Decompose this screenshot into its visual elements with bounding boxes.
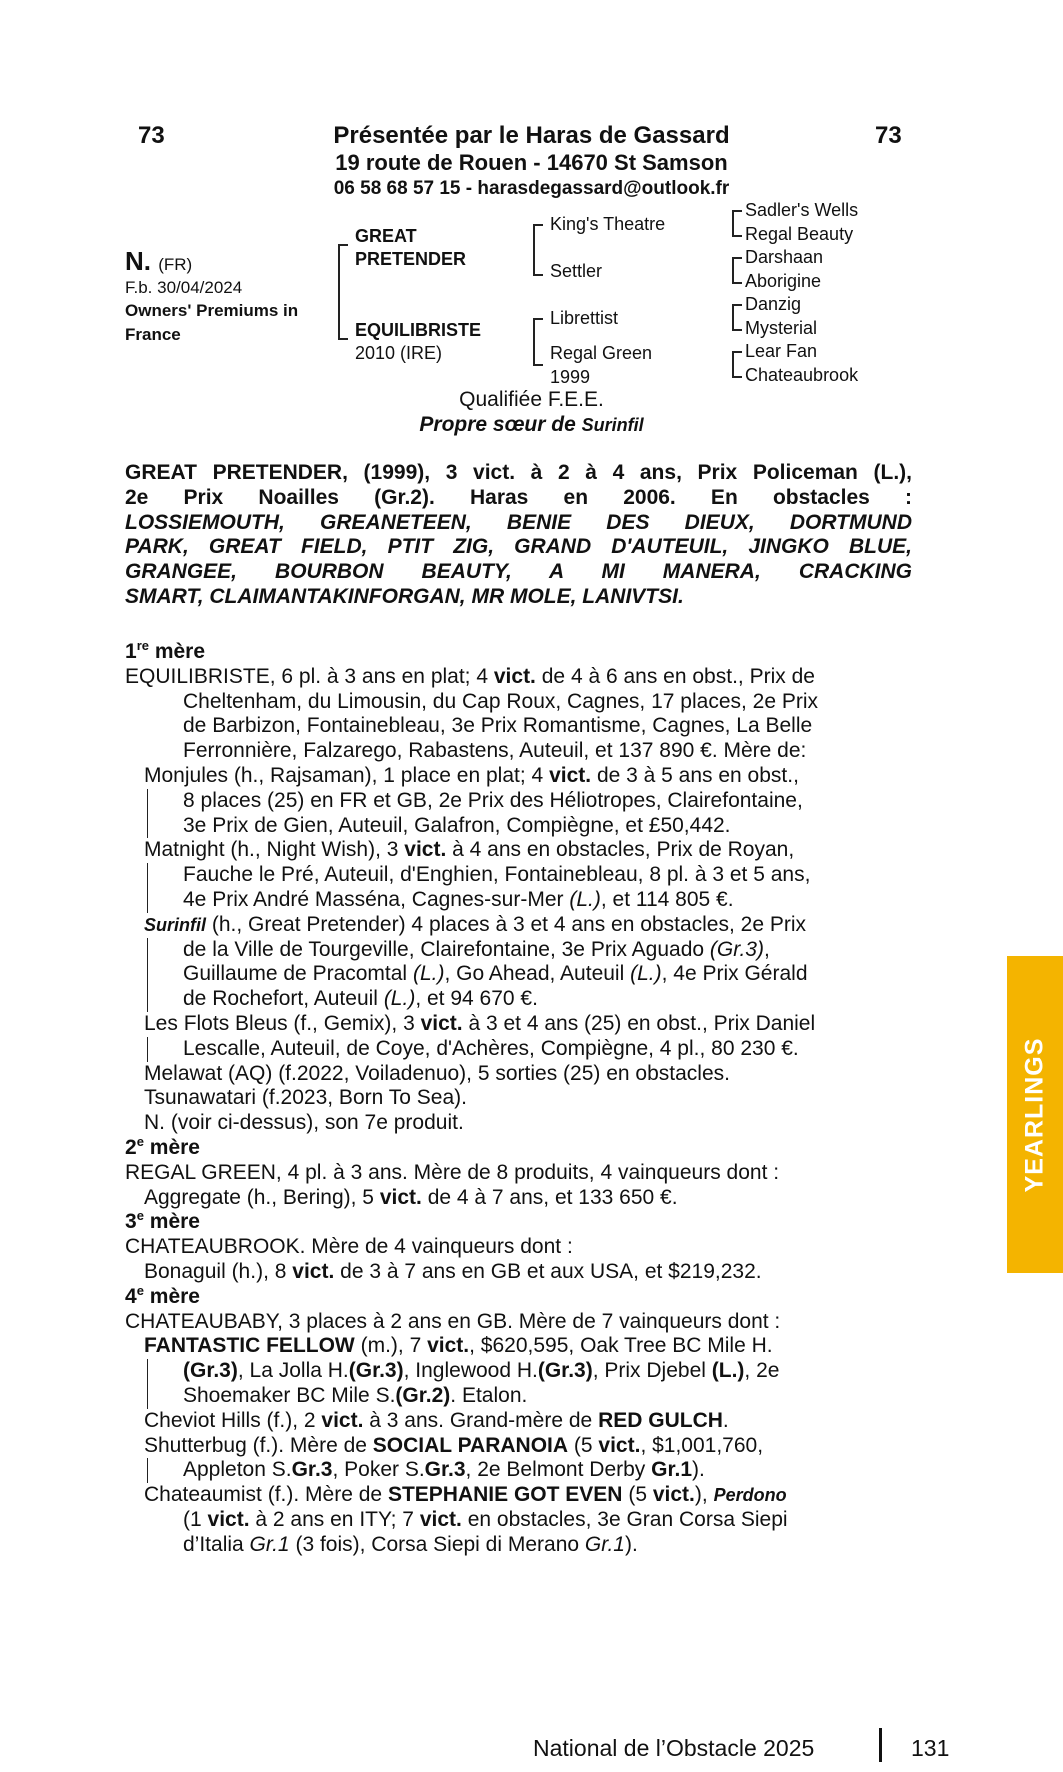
horse-name-text: N. (125, 246, 151, 276)
progeny-surinfil: Surinfil (h., Great Pretender) 4 places à 3 et 4 ans en obstacles, 2e Prix de la Ville de Tourgeville, Clairefontaine, 3e Prix Aguado (Gr.3), Guillaume de Pracomtal (L.), Go Ahead, Auteuil (L.), 4e Prix Gérald de Rochefort, Auteuil (L.), et 94 670 €. (144, 912, 808, 1011)
m1-line-2: Cheltenham, du Limousin, du Cap Roux, Cagnes, 17 places, 2e Prix (183, 689, 819, 713)
pedigree-dam-year: 2010 (IRE) (355, 343, 443, 363)
pedigree-bracket-dd (732, 351, 742, 378)
footer-divider (879, 1728, 882, 1762)
pedigree-sire-line2: PRETENDER (355, 249, 467, 269)
pedigree-sd: Settler (550, 261, 603, 281)
owners-premiums-line1: Owners' Premiums in (125, 301, 299, 320)
heading-4e-mere: 4e mère (125, 1282, 200, 1308)
heading-2e-mere: 2e mère (125, 1133, 200, 1159)
sire-line-6: SMART, CLAIMANTAKINFORGAN, MR MOLE, LANIVTSI. (125, 584, 684, 608)
progeny-matnight: Matnight (h., Night Wish), 3 vict. à 4 ans en obstacles, Prix de Royan, Fauche le Pré, Auteuil, d'Enghien, Fontainebleau, 8 pl. à 3 et 5 ans, 4e Prix André Masséna, Cagnes-sur-Mer (L.), et 114 805 €. (144, 838, 811, 911)
progeny-les-flots-bleus: Les Flots Bleus (f., Gemix), 3 vict. à 3 et 4 ans (25) en obst., Prix Daniel Lescalle, Auteuil, de Coye, d'Achères, Compiègne, 4 pl., 80 230 €. (144, 1011, 816, 1060)
pedigree-bracket-ss (732, 210, 742, 237)
sister-note-name: Surinfil (581, 415, 644, 435)
sire-line-1: GREAT PRETENDER, (1999), 3 vict. à 2 à 4 ans, Prix Policeman (L.), (125, 461, 912, 484)
progeny-aggregate: Aggregate (h., Bering), 5 vict. de 4 à 7 ans, et 133 650 €. (144, 1185, 678, 1209)
m1-dam-block (125, 690, 915, 764)
pedigree-ssd: Regal Beauty (745, 224, 854, 244)
page-number: 131 (911, 1735, 950, 1761)
footer-title: National de l’Obstacle 2025 (533, 1735, 815, 1761)
heading-1re-mere: 1re mère (125, 638, 206, 663)
pedigree-sire-line1: GREAT (355, 226, 417, 246)
family-section (125, 640, 915, 1557)
continuation-bar (147, 1037, 153, 1062)
pedigree-ddd: Chateaubrook (745, 365, 859, 385)
continuation-bar (147, 1359, 153, 1409)
continuation-bar (147, 789, 153, 839)
yearlings-tab-label: YEARLINGS (1020, 1037, 1049, 1192)
pedigree-ds: Librettist (550, 308, 619, 328)
continuation-bar (147, 938, 153, 1012)
progeny-bonaguil: Bonaguil (h.), 8 vict. de 3 à 7 ans en GB et aux USA, et $219,232. (144, 1259, 762, 1283)
progeny-monjules: Monjules (h., Rajsaman), 1 place en plat; 4 vict. de 3 à 5 ans en obst., 8 places (25) en FR et GB, 2e Prix des Héliotropes, Clairefontaine, 3e Prix de Gien, Auteuil, Galafron, Compiègne, et £50,442. (144, 763, 803, 837)
continuation-bar (147, 863, 153, 913)
pedigree-dam: EQUILIBRISTE (355, 320, 482, 340)
m1-line-4: Ferronnière, Falzarego, Rabastens, Auteuil, et 137 890 €. Mère de: (183, 739, 807, 763)
sire-paragraph (125, 461, 912, 610)
sire-line-4: PARK, GREAT FIELD, PTIT ZIG, GRAND D'AUTEUIL, JINGKO BLUE, (125, 535, 912, 559)
m1-line-1: EQUILIBRISTE, 6 pl. à 3 ans en plat; 4 vict. de 4 à 6 ans en obst., Prix de (125, 664, 815, 688)
m4-line-1: CHATEAUBABY, 3 places à 2 ans en GB. Mère de 7 vainqueurs dont : (125, 1309, 781, 1333)
progeny-chateaumist: Chateaumist (f.). Mère de STEPHANIE GOT EVEN (5 vict.), Perdono (1 vict. à 2 ans en ITY; 7 vict. en obstacles, 3e Gran Corsa Siepi d’Italia Gr.1 (3 fois), Corsa Siepi di Merano Gr.1). (144, 1483, 788, 1556)
pedigree-bracket-gen1 (338, 244, 348, 340)
pedigree-bracket-dam (533, 318, 543, 366)
pedigree-dss: Danzig (745, 294, 802, 314)
pedigree-sds: Darshaan (745, 247, 824, 267)
pedigree-sss: Sadler's Wells (745, 200, 859, 220)
sister-note (0, 413, 1063, 437)
pedigree-bracket-sd (732, 257, 742, 284)
sire-line-3: LOSSIEMOUTH, GREANETEEN, BENIE DES DIEUX, DORTMUND (125, 510, 912, 534)
pedigree-dds: Lear Fan (745, 341, 818, 361)
m2-line-1: REGAL GREEN, 4 pl. à 3 ans. Mère de 8 produits, 4 vainqueurs dont : (125, 1160, 780, 1184)
horse-name (125, 246, 192, 277)
lot-number-right: 73 (875, 122, 902, 149)
progeny-tsunawatari: Tsunawatari (f.2023, Born To Sea). (144, 1086, 467, 1110)
presenter-title: Présentée par le Haras de Gassard (333, 122, 730, 149)
sister-note-text: Propre sœur de (419, 413, 576, 436)
heading-3e-mere: 3e mère (125, 1208, 200, 1234)
presenter-contact: 06 58 68 57 15 - harasdegassard@outlook.fr (333, 178, 730, 199)
pedigree-dd-year: 1999 (550, 367, 591, 387)
pedigree-sdd: Aborigine (745, 271, 822, 291)
pedigree-bracket-ds (732, 304, 742, 331)
progeny-fantastic-fellow: FANTASTIC FELLOW (m.), 7 vict., $620,595, Oak Tree BC Mile H. (Gr.3), La Jolla H.(Gr.3), Inglewood H.(Gr.3), Prix Djebel (L.), 2e Shoemaker BC Mile S.(Gr.2). Etalon. (144, 1334, 780, 1407)
pedigree-dd: Regal Green (550, 343, 653, 363)
pedigree-bracket-sire (533, 224, 543, 276)
lot-number-left: 73 (138, 122, 165, 149)
sire-line-2: 2e Prix Noailles (Gr.2). Haras en 2006. En obstacles : (125, 485, 912, 509)
progeny-melawat: Melawat (AQ) (f.2022, Voiladenuo), 5 sorties (25) en obstacles. (144, 1061, 730, 1085)
horse-birth: F.b. 30/04/2024 (125, 278, 243, 297)
sire-line-5: GRANGEE, BOURBON BEAUTY, A MI MANERA, CRACKING (125, 560, 912, 584)
owners-premiums-line2: France (125, 325, 181, 344)
m1-line-3: de Barbizon, Fontainebleau, 3e Prix Romantisme, Cagnes, La Belle (183, 714, 813, 738)
progeny-cheviot-hills: Cheviot Hills (f.), 2 vict. à 3 ans. Grand-mère de RED GULCH. (144, 1408, 729, 1432)
progeny-n: N. (voir ci-dessus), son 7e produit. (144, 1111, 464, 1135)
continuation-bar (147, 1458, 153, 1483)
pedigree-ss: King's Theatre (550, 214, 666, 234)
qualification: Qualifiée F.E.E. (459, 388, 604, 411)
m3-line-1: CHATEAUBROOK. Mère de 4 vainqueurs dont : (125, 1235, 573, 1259)
progeny-shutterbug: Shutterbug (f.). Mère de SOCIAL PARANOIA (5 vict., $1,001,760, Appleton S.Gr.3, Poker S.Gr.3, 2e Belmont Derby Gr.1). (144, 1433, 764, 1482)
pedigree-dsd: Mysterial (745, 318, 818, 338)
presenter-address: 19 route de Rouen - 14670 St Samson (335, 150, 728, 175)
yearlings-tab (1007, 956, 1063, 1273)
horse-origin: (FR) (158, 255, 193, 274)
